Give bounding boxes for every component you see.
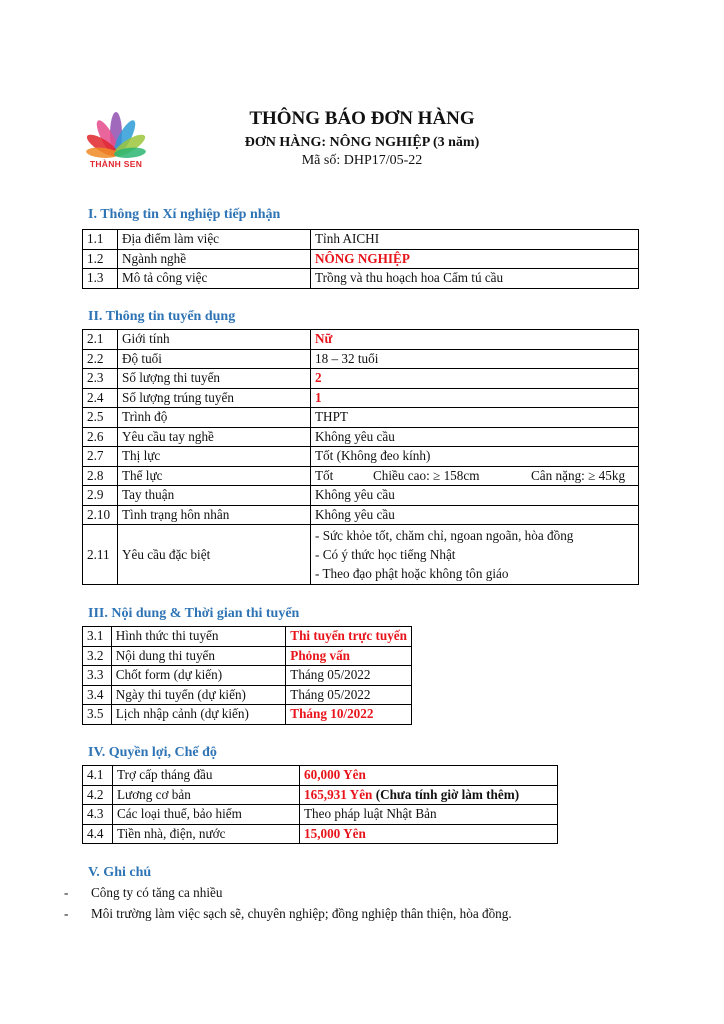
table-row — [83, 525, 639, 585]
order-code: Mã số: DHP17/05-22 — [301, 153, 423, 168]
row-label: Tay thuận — [118, 486, 311, 506]
row-number: 1.1 — [83, 230, 118, 250]
row-number: 2.8 — [83, 466, 118, 486]
table-row — [83, 685, 412, 705]
row-value: Tỉnh AICHI — [311, 230, 639, 250]
row-number: 3.4 — [83, 685, 112, 705]
table-row — [83, 408, 639, 428]
row-number: 1.3 — [83, 269, 118, 289]
row-label: Yêu cầu tay nghề — [118, 427, 311, 447]
row-value: THPT — [311, 408, 639, 428]
section-4-title: IV. Quyền lợi, Chế độ — [88, 745, 217, 760]
section-1-table — [82, 229, 639, 289]
row-value: Tháng 10/2022 — [286, 705, 412, 725]
fitness-value: Tốt — [315, 467, 334, 483]
table-row — [83, 466, 639, 486]
row-number: 3.2 — [83, 646, 112, 666]
table-row — [83, 330, 639, 350]
row-number: 2.6 — [83, 427, 118, 447]
row-value: Tháng 05/2022 — [286, 685, 412, 705]
row-number: 4.1 — [83, 766, 113, 786]
row-value: 60,000 Yên — [300, 766, 558, 786]
row-value: Thi tuyển trực tuyến — [286, 627, 412, 647]
row-value: Không yêu cầu — [311, 427, 639, 447]
bullet-dash: - — [64, 906, 69, 921]
row-number: 3.3 — [83, 666, 112, 686]
table-row — [83, 369, 639, 389]
row-number: 2.10 — [83, 505, 118, 525]
row-label: Trình độ — [118, 408, 311, 428]
section-5-title: V. Ghi chú — [88, 865, 152, 880]
notes-list — [64, 885, 512, 927]
row-label: Số lượng thi tuyển — [118, 369, 311, 389]
row-value: 15,000 Yên — [300, 824, 558, 844]
table-row — [83, 269, 639, 289]
special-requirements — [311, 525, 639, 585]
row-label: Trợ cấp tháng đầu — [113, 766, 300, 786]
row-label: Các loại thuế, bảo hiểm — [113, 805, 300, 825]
row-value: Tháng 05/2022 — [286, 666, 412, 686]
row-label: Yêu cầu đặc biệt — [118, 525, 311, 585]
list-item — [64, 906, 512, 927]
table-row — [83, 805, 558, 825]
bullet-dash: - — [64, 885, 69, 900]
row-number: 4.4 — [83, 824, 113, 844]
table-row — [83, 824, 558, 844]
row-value: 18 – 32 tuổi — [311, 349, 639, 369]
table-row — [83, 486, 639, 506]
row-label: Mô tả công việc — [118, 269, 311, 289]
section-4-table — [82, 765, 558, 844]
row-value: Theo pháp luật Nhật Bản — [300, 805, 558, 825]
table-row — [83, 349, 639, 369]
salary-note: (Chưa tính giờ làm thêm) — [375, 786, 520, 802]
table-row — [83, 646, 412, 666]
table-row — [83, 230, 639, 250]
row-number: 2.9 — [83, 486, 118, 506]
row-value: Tốt (Không đeo kính) — [311, 447, 639, 467]
row-number: 4.3 — [83, 805, 113, 825]
row-label: Tình trạng hôn nhân — [118, 505, 311, 525]
note-text: Công ty có tăng ca nhiều — [91, 885, 223, 900]
row-label: Độ tuổi — [118, 349, 311, 369]
table-row — [83, 785, 558, 805]
row-value: Nữ — [311, 330, 639, 350]
row-number: 3.1 — [83, 627, 112, 647]
requirement-line: - Sức khỏe tốt, chăm chỉ, ngoan ngoãn, hòa đồng — [315, 528, 574, 543]
row-value: 1 — [311, 388, 639, 408]
row-number: 2.4 — [83, 388, 118, 408]
note-text: Môi trường làm việc sạch sẽ, chuyên nghiệp; đồng nghiệp thân thiện, hòa đồng. — [91, 906, 512, 921]
weight-requirement: Cân nặng: ≥ 45kg — [531, 467, 626, 483]
salary-value: 165,931 Yên — [304, 786, 373, 802]
page-title: THÔNG BÁO ĐƠN HÀNG — [249, 108, 475, 129]
table-row — [83, 705, 412, 725]
salary-cell — [300, 785, 558, 805]
table-row — [83, 249, 639, 269]
row-number: 2.11 — [83, 525, 118, 585]
row-label: Địa điểm làm việc — [118, 230, 311, 250]
height-requirement: Chiều cao: ≥ 158cm — [373, 467, 480, 483]
section-3-title: III. Nội dung & Thời gian thi tuyển — [88, 606, 300, 621]
row-number: 2.5 — [83, 408, 118, 428]
row-label: Nội dung thi tuyển — [111, 646, 286, 666]
row-number: 2.7 — [83, 447, 118, 467]
row-value: Phỏng vấn — [286, 646, 412, 666]
row-value: Trồng và thu hoạch hoa Cẩm tú cầu — [311, 269, 639, 289]
row-label: Thị lực — [118, 447, 311, 467]
row-number: 2.3 — [83, 369, 118, 389]
page-subtitle: ĐƠN HÀNG: NÔNG NGHIỆP (3 năm) — [244, 135, 480, 150]
row-label: Lịch nhập cảnh (dự kiến) — [111, 705, 286, 725]
row-number: 4.2 — [83, 785, 113, 805]
row-number: 1.2 — [83, 249, 118, 269]
row-label: Số lượng trúng tuyển — [118, 388, 311, 408]
table-row — [83, 388, 639, 408]
row-value: Không yêu cầu — [311, 505, 639, 525]
row-label: Ngành nghề — [118, 249, 311, 269]
fitness-cell — [311, 466, 639, 486]
table-row — [83, 505, 639, 525]
table-row — [83, 447, 639, 467]
row-label: Ngày thi tuyển (dự kiến) — [111, 685, 286, 705]
row-label: Lương cơ bản — [113, 785, 300, 805]
section-3-table — [82, 626, 412, 725]
row-value: NÔNG NGHIỆP — [311, 249, 639, 269]
section-2-title: II. Thông tin tuyển dụng — [88, 309, 236, 324]
requirement-line: - Theo đạo phật hoặc không tôn giáo — [315, 566, 509, 581]
list-item — [64, 885, 512, 906]
row-label: Chốt form (dự kiến) — [111, 666, 286, 686]
table-row — [83, 627, 412, 647]
table-row — [83, 427, 639, 447]
row-value: 2 — [311, 369, 639, 389]
row-label: Hình thức thi tuyển — [111, 627, 286, 647]
section-2-table — [82, 329, 639, 585]
row-label: Thể lực — [118, 466, 311, 486]
logo-text: THÀNH SEN — [89, 159, 143, 169]
row-number: 3.5 — [83, 705, 112, 725]
row-number: 2.2 — [83, 349, 118, 369]
requirement-line: - Có ý thức học tiếng Nhật — [315, 547, 456, 562]
row-label: Tiền nhà, điện, nước — [113, 824, 300, 844]
table-row — [83, 766, 558, 786]
table-row — [83, 666, 412, 686]
section-1-title: I. Thông tin Xí nghiệp tiếp nhận — [88, 207, 281, 222]
row-value: Không yêu cầu — [311, 486, 639, 506]
row-label: Giới tính — [118, 330, 311, 350]
row-number: 2.1 — [83, 330, 118, 350]
